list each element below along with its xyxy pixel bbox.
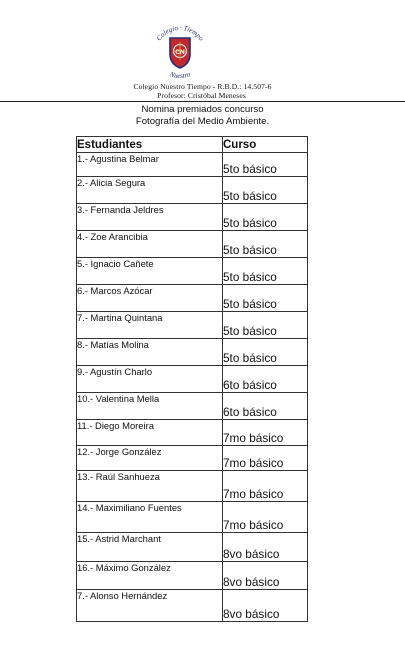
student-name: 2.- Alicia Segura <box>77 177 223 204</box>
student-name: 10.- Valentina Mella <box>77 393 223 420</box>
table-row <box>77 533 308 562</box>
student-course: 5to básico <box>223 339 308 366</box>
student-course: 7mo básico <box>223 471 308 502</box>
student-course: 5to básico <box>223 312 308 339</box>
table-row <box>77 285 308 312</box>
header-divider <box>0 101 405 102</box>
student-name: 13.- Raúl Sanhueza <box>77 471 223 502</box>
table-row <box>77 420 308 446</box>
student-name: 8.- Matías Molina <box>77 339 223 366</box>
student-course: 5to básico <box>223 258 308 285</box>
table-row <box>77 446 308 471</box>
student-course: 5to básico <box>223 285 308 312</box>
table-row <box>77 502 308 533</box>
student-course: 8vo básico <box>223 562 308 590</box>
student-course: 6to básico <box>223 366 308 393</box>
student-name: 6.- Marcos Azócar <box>77 285 223 312</box>
student-course: 5to básico <box>223 231 308 258</box>
student-name: 7.- Martina Quintana <box>77 312 223 339</box>
table-row <box>77 258 308 285</box>
table-row <box>77 590 308 622</box>
student-name: 4.- Zoe Arancibia <box>77 231 223 258</box>
header-course: Curso <box>223 137 308 153</box>
table-row <box>77 312 308 339</box>
table-row <box>77 153 308 177</box>
student-name: 9.- Agustín Charlo <box>77 366 223 393</box>
student-course: 7mo básico <box>223 502 308 533</box>
table-row <box>77 177 308 204</box>
student-name: 12.- Jorge González <box>77 446 223 471</box>
student-course: 7mo básico <box>223 446 308 471</box>
student-name: 5.- Ignacio Cañete <box>77 258 223 285</box>
svg-text:Nuestro: Nuestro <box>168 70 192 80</box>
table-row <box>77 339 308 366</box>
student-name: 15.- Astrid Marchant <box>77 533 223 562</box>
winners-table <box>76 136 308 622</box>
table-row <box>77 204 308 231</box>
svg-text:Colegio · Tiempo: Colegio · Tiempo <box>154 26 206 43</box>
student-name: 1.- Agustina Belmar <box>77 153 223 177</box>
student-course: 8vo básico <box>223 590 308 622</box>
svg-text:CN: CN <box>175 49 185 56</box>
school-info <box>0 82 405 100</box>
table-row <box>77 366 308 393</box>
student-course: 5to básico <box>223 177 308 204</box>
student-course: 5to básico <box>223 153 308 177</box>
student-course: 6to básico <box>223 393 308 420</box>
student-course: 5to básico <box>223 204 308 231</box>
student-name: 14.- Maximiliano Fuentes <box>77 502 223 533</box>
table-row <box>77 393 308 420</box>
student-course: 8vo básico <box>223 533 308 562</box>
institution-line: Colegio Nuestro Tiempo - R.B.D.: 14.507-6 <box>133 82 272 91</box>
table-row <box>77 471 308 502</box>
student-name: 11.- Diego Moreira <box>77 420 223 446</box>
school-crest-logo <box>150 26 210 80</box>
caption-line-2: Fotografía del Medio Ambiente. <box>135 116 270 127</box>
teacher-line: Profesor: Cristóbal Meneses <box>157 91 246 100</box>
table-header-row <box>77 137 308 153</box>
student-name: 3.- Fernanda Jeldres <box>77 204 223 231</box>
table-row <box>77 231 308 258</box>
student-name: 16.- Máximo González <box>77 562 223 590</box>
table-row <box>77 562 308 590</box>
student-name: 7.- Alonso Hernández <box>77 590 223 622</box>
student-course: 7mo básico <box>223 420 308 446</box>
header-students: Estudiantes <box>77 137 223 153</box>
caption-line-1: Nomina premiados concurso <box>141 104 264 115</box>
